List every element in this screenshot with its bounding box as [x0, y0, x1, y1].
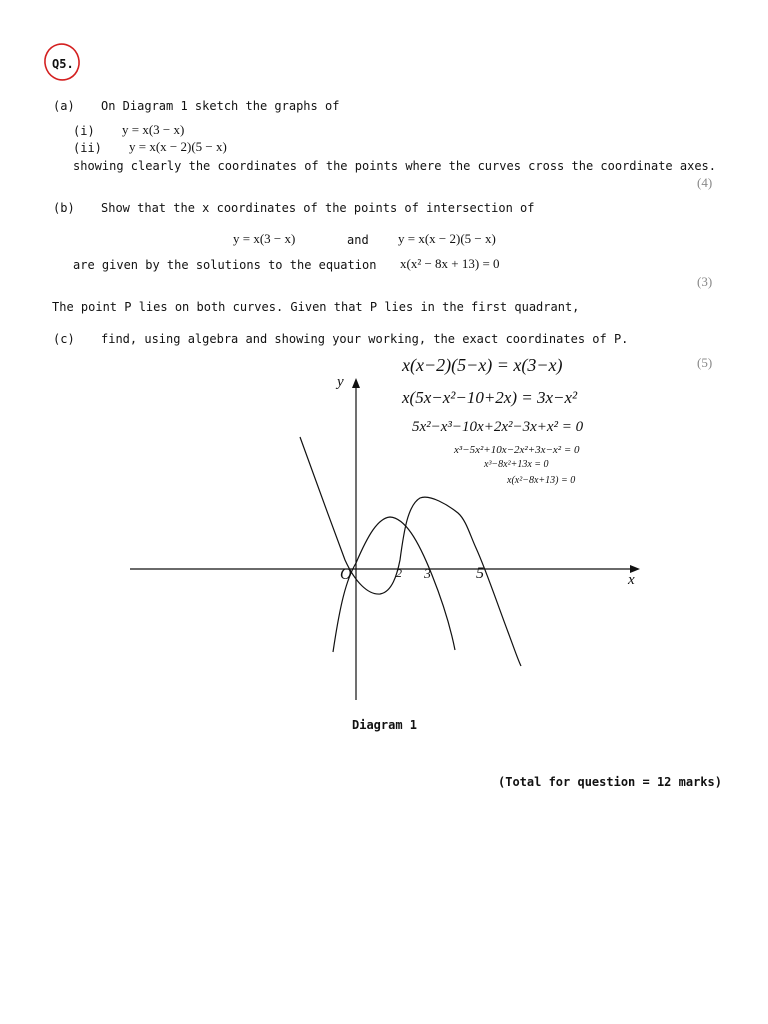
tick-label-5: 5: [476, 565, 484, 582]
part-b-target-equation: x(x² − 8x + 13) = 0: [400, 256, 500, 271]
point-p-statement: The point P lies on both curves. Given that P lies in the first quadrant,: [52, 300, 580, 314]
part-b-and: and: [347, 233, 369, 247]
x-axis-label: x: [628, 572, 635, 588]
tick-label-3: 3: [424, 567, 431, 582]
y-axis-label: y: [337, 374, 344, 390]
part-a-note: showing clearly the coordinates of the points where the curves cross the coordinate axes.: [73, 159, 716, 173]
handwritten-line-6: x(x²−8x+13) = 0: [507, 475, 576, 486]
tick-label-2: 2: [396, 566, 402, 580]
handwritten-line-2: x(5x−x²−10+2x) = 3x−x²: [402, 388, 578, 407]
part-a-item-ii-equation: y = x(x − 2)(5 − x): [129, 139, 227, 154]
handwritten-line-5: x³−8x²+13x = 0: [484, 459, 549, 470]
curve-parabola: [333, 517, 455, 652]
part-a-label: (a): [53, 99, 75, 113]
part-b-marks: (3): [697, 274, 713, 289]
part-c-marks: (5): [697, 355, 713, 370]
part-c-label: (c): [53, 332, 75, 346]
part-b-given-by: are given by the solutions to the equation: [73, 258, 377, 272]
handwritten-line-1: x(x−2)(5−x) = x(3−x): [402, 355, 563, 375]
handwritten-line-4: x³−5x²+10x−2x²+3x−x² = 0: [454, 444, 580, 456]
part-a-item-i-equation: y = x(3 − x): [122, 122, 185, 137]
handwritten-line-3: 5x²−x³−10x+2x²−3x+x² = 0: [412, 419, 584, 435]
total-marks: (Total for question = 12 marks): [498, 775, 722, 789]
curve-cubic: [300, 437, 521, 666]
part-a-instruction: On Diagram 1 sketch the graphs of: [101, 99, 340, 113]
origin-label: O: [340, 566, 352, 583]
y-axis-arrow: [352, 378, 360, 388]
part-c-instruction: find, using algebra and showing your working, the exact coordinates of P.: [101, 332, 629, 346]
part-b-equation-2: y = x(x − 2)(5 − x): [398, 231, 496, 246]
part-b-instruction: Show that the x coordinates of the points of intersection of: [101, 201, 535, 215]
part-b-label: (b): [53, 201, 75, 215]
part-b-equation-1: y = x(3 − x): [233, 231, 296, 246]
diagram-caption: Diagram 1: [352, 718, 418, 732]
part-a-item-ii-label: (ii): [73, 141, 102, 155]
question-number: Q5.: [52, 57, 74, 71]
part-a-item-i-label: (i): [73, 124, 95, 138]
part-a-marks: (4): [697, 175, 713, 190]
